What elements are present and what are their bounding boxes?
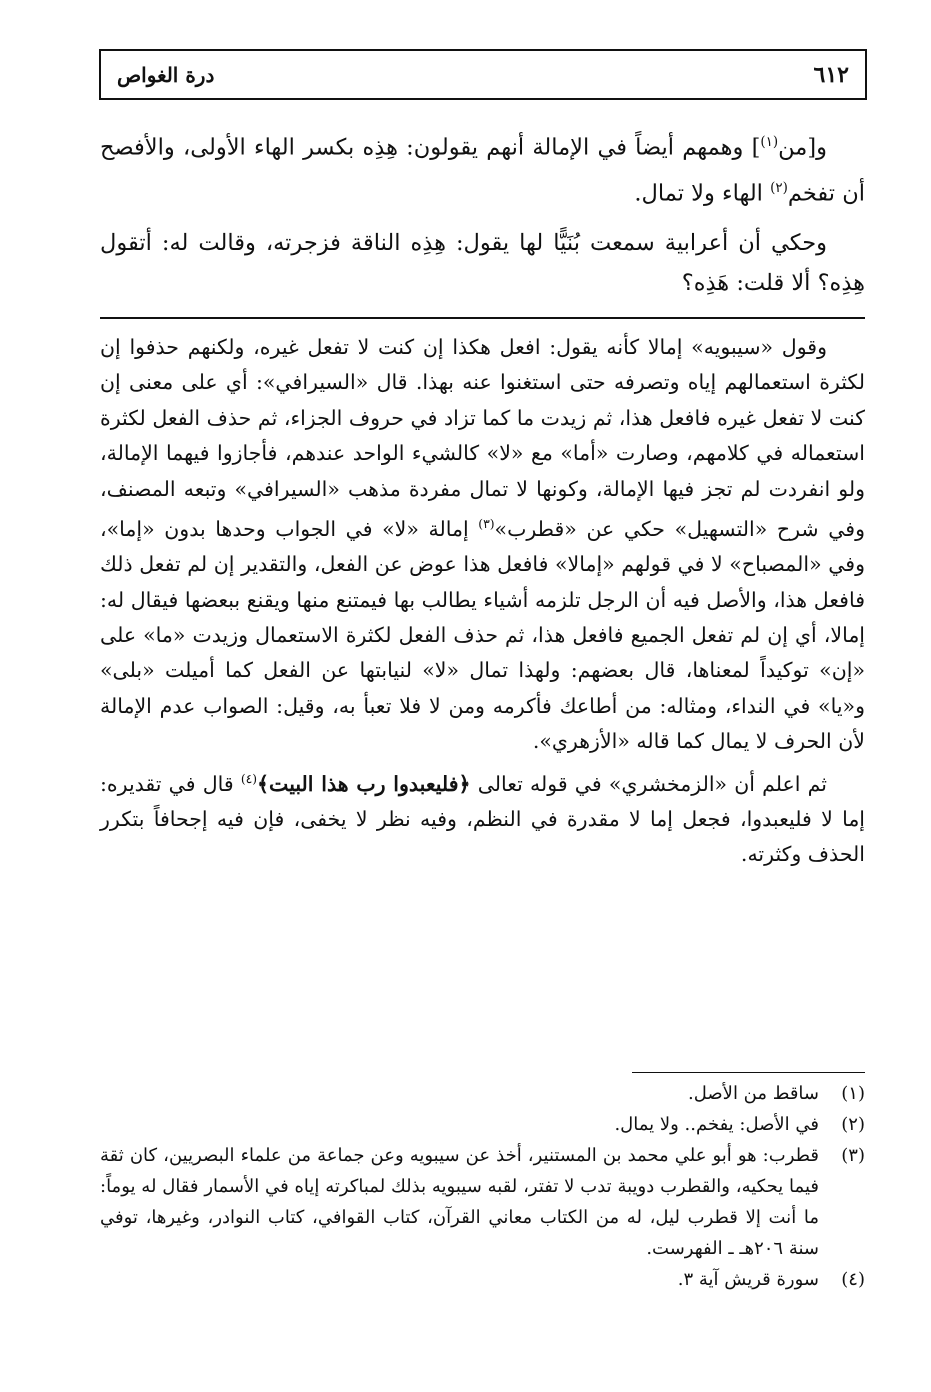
footnote-number: (٣) (841, 1145, 865, 1166)
footnote-2 (100, 1109, 865, 1140)
main-paragraph-2: وحكي أن أعرابية سمعت بُنَيًّا لها يقول: هِذِه الناقة فزجرته، وقالت له: أتقول هِذِه؟ ألا قلت: هَذِه؟ (100, 230, 865, 296)
quran-quote: ﴿فليعبدوا رب هذا البيت﴾ (257, 771, 471, 796)
footnote-ref-4: (٤) (240, 771, 258, 786)
running-title: درة الغواص (117, 62, 215, 87)
footnote-number: (٤) (841, 1269, 865, 1290)
main-p1-part-b: ] وهمهم أيضاً في الإمالة أنهم يقولون: هِذِه بكسر الهاء الأولى، والأفصح أن تفخم (100, 134, 865, 206)
footnotes (100, 1078, 865, 1295)
page-header (99, 49, 867, 100)
commentary-paragraph-1 (100, 330, 865, 760)
commentary-p2-part-a: ثم اعلم أن «الزمخشري» في قوله تعالى (470, 771, 827, 796)
footnote-1 (100, 1078, 865, 1109)
footnote-ref-1: (١) (760, 134, 779, 150)
commentary-text (100, 330, 865, 875)
commentary-paragraph-2 (100, 762, 865, 873)
footnote-divider (632, 1072, 865, 1073)
section-divider (100, 317, 865, 319)
commentary-p2-part-b: قال في تقديره: إما لا فليعبدوا، فجعل إما لا مقدرة في النظم، وفيه نظر لا يخفى، فإن فيه إجحافاً بتكرر الحذف وكثرته. (100, 771, 865, 867)
footnote-number: (٢) (841, 1114, 865, 1135)
footnote-4 (100, 1264, 865, 1295)
main-paragraph-1 (100, 122, 865, 213)
footnote-ref-2: (٢) (770, 179, 788, 196)
footnote-text: قطرب: هو أبو علي محمد بن المستنير، أخذ عن سيبويه وعن جماعة من علماء البصريين، كان ثقة فيما يحكيه، والقطرب دويبة تدب لا تفتر، لقبه سيبويه بذلك لمباكرته إياه في الأسمار فقال له يوماً: ما أنت إلا قطرب ليل، له من الكتاب معاني القرآن، كتاب القوافي، كتاب النوادر، وغيرها، توفي سنة ٢٠٦هـ ـ الفهرست. (100, 1145, 819, 1259)
footnote-3 (100, 1140, 865, 1264)
main-text (100, 122, 865, 313)
footnote-text: ساقط من الأصل. (688, 1083, 819, 1104)
footnote-ref-3: (٣) (478, 517, 495, 532)
footnote-text: سورة قريش آية ٣. (677, 1269, 819, 1290)
commentary-p1-part-a: وقول «سيبويه» إمالا كأنه يقول: افعل هكذا إن كنت لا تفعل غيره، ولكنهم حذفوا إن لكثرة استعمالهم إياه وتصرفه حتى استغنوا عنه بهذا. قال «السيرافي»: أي على معنى إن كنت لا تفعل غيره فافعل هذا، ثم زيدت ما كما تزاد في حروف الجزاء، ثم حذف الفعل لكثرة استعماله في كلامهم، وصارت «أما» مع «لا» كالشيء الواحد عندهم، فأجازوا فيهما الإمالة، ولو انفردت لم تجز فيها الإمالة، وكونها لا تمال مفردة مذهب «السيرافي» وتبعه المصنف، وفي شرح «التسهيل» حكي عن «قطرب» (100, 335, 865, 541)
footnote-text: في الأصل: يفخم.. ولا يمال. (614, 1114, 819, 1135)
main-p1-part-c: الهاء ولا تمال. (634, 180, 771, 206)
main-p1-part-a: و[من (778, 134, 827, 161)
commentary-p1-part-b: إمالة «لا» في الجواب وحدها بدون «إما»، وفي «المصباح» لا في قولهم «إمالا» فافعل هذا عوض عن الفعل، والتقدير إن لم تفعل ذلك فافعل هذا، والأصل فيه أن الرجل تلزمه أشياء يطالب بها فيمتنع منها ويقنع ببعضها فيقال له: إمالا، أي إن لم تفعل الجميع فافعل هذا، ثم حذف الفعل لكثرة الاستعمال وزيدت «ما» على «إن» توكيداً لمعناها، قال بعضهم: ولهذا تمال «لا» لنيابتها عن الفعل كما أميلت «بلى» و«يا» في النداء، ومثاله: من أطاعك فأكرمه ومن لا فلا تعبأ به، وقيل: الصواب عدم الإمالة لأن الحرف لا يمال كما قاله «الأزهري». (100, 516, 865, 754)
footnote-number: (١) (841, 1083, 865, 1104)
page-number: ٦١٢ (813, 61, 849, 88)
